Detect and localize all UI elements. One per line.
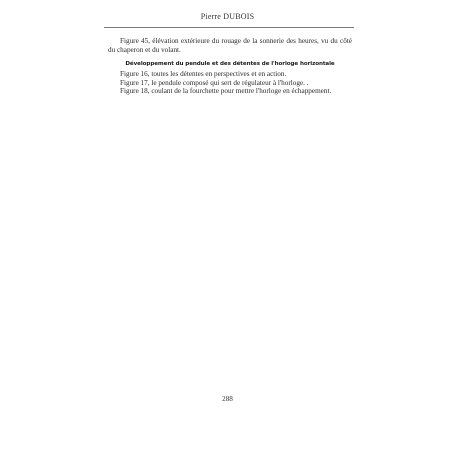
body-text bbox=[108, 37, 352, 96]
header-rule bbox=[104, 27, 354, 28]
page-number: 288 bbox=[222, 395, 233, 403]
paragraph-figure-17: Figure 17, le pendule composé qui sert de régulateur à l'horloge. . bbox=[120, 78, 309, 87]
paragraph-figure-18: Figure 18, coulant de la fourchette pour mettre l'horloge en échappement. bbox=[120, 87, 332, 96]
section-heading: Développement du pendule et des détentes de l'horloge horizontale bbox=[125, 61, 335, 68]
paragraph-figure-45: Figure 45, élévation extérieure du rouage de la sonnerie des heures, vu du côté du chaperon et du volant. bbox=[108, 37, 352, 54]
paragraph-figure-16: Figure 16, toutes les détentes en perspectives et en action. bbox=[120, 70, 287, 79]
running-head: Pierre DUBOIS bbox=[200, 12, 255, 21]
